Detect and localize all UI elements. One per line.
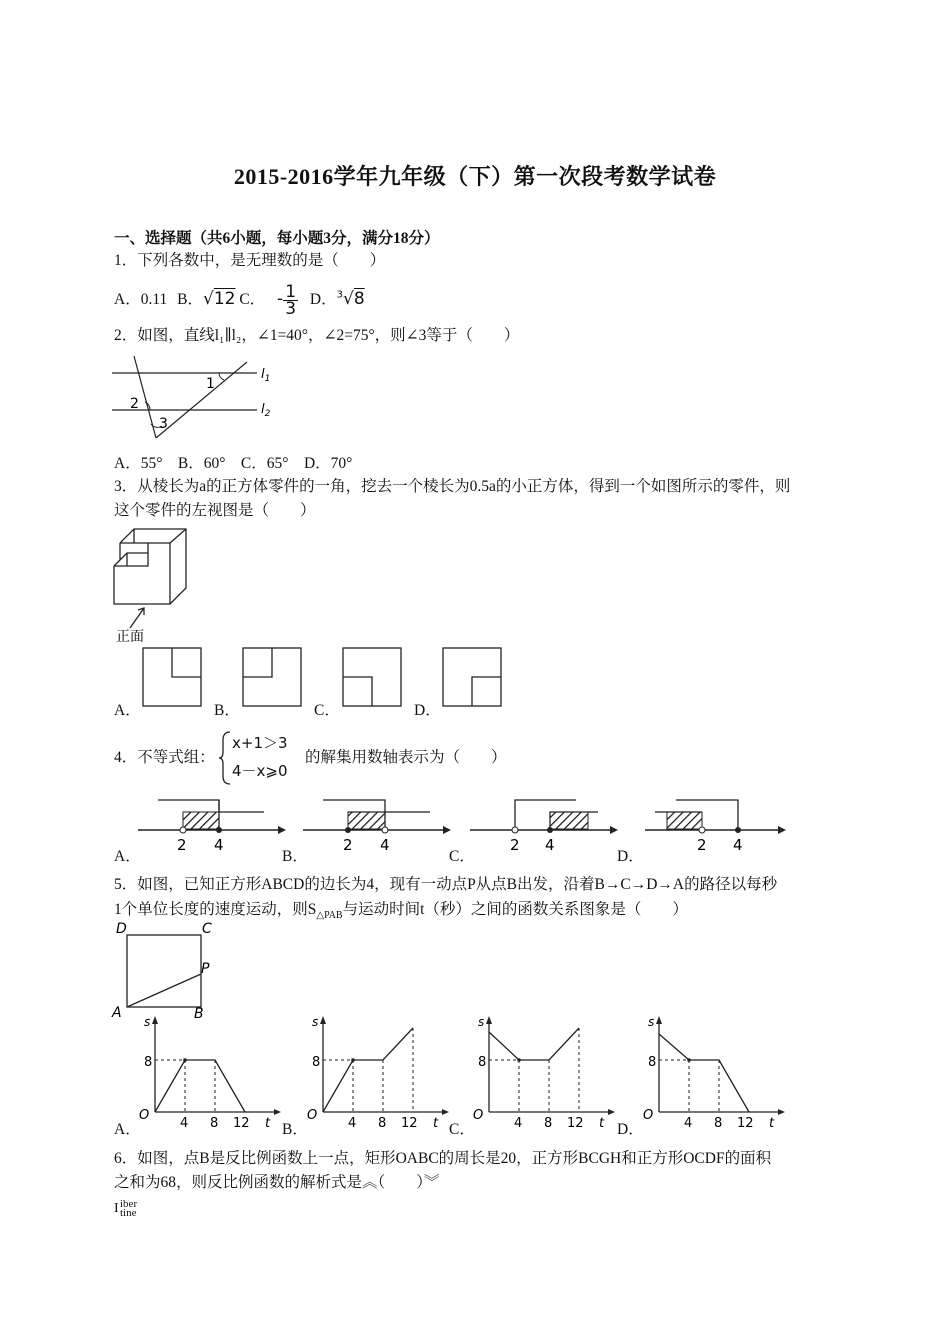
q5-graph-b	[302, 1014, 452, 1132]
q3-option-a: A．	[114, 702, 141, 719]
q1-option-c-sign: -	[277, 289, 284, 310]
svg-text:8: 8	[312, 1055, 321, 1070]
svg-text:8: 8	[210, 1116, 219, 1131]
q2-line-l2-label: $l_2$	[261, 402, 271, 419]
question-6-stem-line-1: 6．如图，点B是反比例函数上一点，矩形OABC的周长是20，正方形BCGH和正方形OCDF的面积	[114, 1150, 772, 1167]
q3-cube-figure	[112, 528, 192, 646]
q4-number-line-d	[645, 800, 786, 834]
q3-option-d-view	[442, 647, 504, 709]
page-title: 2015-2016学年九年级（下）第一次段考数学试卷	[233, 164, 717, 189]
q4-number-line-a	[138, 800, 286, 834]
question-5-stem-line-2: 1个单位长度的速度运动，则$S_{\triangle PAB}$与运动时间t（秒）之间的函数关系图象是（ ）	[114, 901, 688, 922]
q1-option-c-label: C．	[239, 291, 266, 309]
svg-text:8: 8	[648, 1055, 657, 1070]
svg-text:4: 4	[684, 1116, 693, 1131]
svg-text:4: 4	[348, 1116, 357, 1131]
q3-front-label: 正面	[116, 629, 144, 645]
svg-text:12: 12	[233, 1116, 250, 1131]
svg-text:8: 8	[544, 1116, 553, 1131]
svg-text:t: t	[433, 1116, 439, 1131]
svg-text:s: s	[478, 1015, 485, 1029]
q4-option-a: A．	[114, 848, 141, 865]
svg-text:s: s	[312, 1015, 319, 1029]
watermark: I iber tine	[114, 1198, 138, 1219]
q3-option-c-view	[342, 647, 404, 709]
q4-b-tick-4: 4	[380, 836, 390, 854]
question-1-stem: 1．下列各数中，是无理数的是（ ）	[114, 252, 386, 269]
q4-brace	[218, 730, 232, 786]
q5-point-c: C	[202, 921, 212, 937]
q5-point-a: A	[112, 1005, 122, 1021]
q4-d-tick-4: 4	[733, 836, 743, 854]
svg-text:O: O	[307, 1108, 318, 1123]
q5-point-b: B	[194, 1006, 204, 1022]
q1-option-b-sqrt: √12	[202, 289, 236, 310]
q5-graph-c	[468, 1014, 618, 1132]
q3-option-a-view	[142, 647, 204, 709]
svg-text:4: 4	[180, 1116, 189, 1131]
q5-graph-d	[638, 1014, 788, 1132]
q4-suffix: 的解集用数轴表示为（ ）	[305, 749, 507, 766]
question-2-stem: 2．如图，直线l₁∥l₂，∠1=40°，∠2=75°，则∠3等于（ ）	[114, 327, 520, 344]
svg-text:t: t	[265, 1116, 271, 1131]
q3-option-b: B．	[214, 702, 240, 719]
q5-option-a: A．	[114, 1121, 141, 1138]
svg-text:O: O	[139, 1108, 150, 1123]
q3-option-b-view	[242, 647, 304, 709]
q4-option-d: D．	[617, 848, 644, 865]
question-6-stem-line-2: 之和为68，则反比例函数的解析式是︽（ ）︾	[114, 1174, 440, 1191]
q4-a-tick-2: 2	[177, 836, 187, 854]
question-5-stem-line-1: 5．如图，已知正方形ABCD的边长为4，现有一动点P从点B出发，沿着B→C→D→A的路径以每秒	[114, 876, 778, 893]
q5-point-d: D	[116, 921, 127, 937]
q4-d-tick-2: 2	[697, 836, 707, 854]
q1-option-d-label: D．	[309, 291, 337, 309]
q1-option-c-fraction: $\frac{1}{3}$	[285, 282, 297, 319]
q4-option-b: B．	[282, 848, 308, 865]
q4-inequality-2: 4－x⩾0	[232, 762, 288, 780]
svg-text:8: 8	[714, 1116, 723, 1131]
q2-parallel-lines-figure	[112, 352, 282, 444]
q4-b-tick-2: 2	[343, 836, 353, 854]
q4-prefix: 4．不等式组：	[114, 749, 215, 766]
q3-option-c: C．	[314, 702, 340, 719]
q4-inequality-1: x+1＞3	[232, 734, 288, 752]
question-3-stem-line-1: 3．从棱长为a的正方体零件的一角，挖去一个棱长为0.5a的小正方体，得到一个如图所示的零件，则	[114, 478, 791, 495]
svg-text:8: 8	[478, 1055, 487, 1070]
q5-option-c: C．	[449, 1121, 475, 1138]
svg-text:O: O	[643, 1108, 654, 1123]
q2-angle-1-label: 1	[206, 376, 215, 392]
q1-option-d-cuberoot: $^3$√8	[336, 289, 365, 310]
svg-text:s: s	[144, 1015, 151, 1029]
q5-graph-a	[134, 1014, 284, 1132]
q4-number-lines	[0, 790, 950, 862]
svg-text:12: 12	[737, 1116, 754, 1131]
q4-option-c: C．	[449, 848, 475, 865]
svg-text:12: 12	[401, 1116, 418, 1131]
svg-text:8: 8	[144, 1055, 153, 1070]
question-1-options	[114, 284, 365, 317]
q4-number-line-c	[470, 800, 618, 834]
q1-option-b-label: B．	[177, 291, 203, 309]
svg-text:4: 4	[514, 1116, 523, 1131]
svg-text:t: t	[769, 1116, 775, 1131]
q4-c-tick-4: 4	[545, 836, 555, 854]
q5-option-b: B．	[282, 1121, 308, 1138]
q2-line-l1-label: $l_1$	[261, 367, 271, 384]
svg-text:8: 8	[378, 1116, 387, 1131]
q3-option-d: D．	[414, 702, 441, 719]
q5-square-figure	[108, 918, 218, 1022]
section-heading: 一、选择题（共6小题，每小题3分，满分18分）	[114, 230, 440, 247]
q5-point-p: P	[201, 961, 210, 977]
question-2-options: A．55° B．60° C．65° D．70°	[114, 455, 353, 472]
q2-angle-3-label: 3	[159, 416, 168, 432]
q5-option-d: D．	[617, 1121, 644, 1138]
q2-angle-2-label: 2	[130, 396, 139, 412]
svg-text:O: O	[473, 1108, 484, 1123]
q1-option-a: A．0.11	[114, 291, 168, 309]
svg-text:12: 12	[567, 1116, 584, 1131]
q4-a-tick-4: 4	[214, 836, 224, 854]
q4-number-line-b	[303, 800, 451, 834]
q4-c-tick-2: 2	[510, 836, 520, 854]
question-3-stem-line-2: 这个零件的左视图是（ ）	[114, 502, 316, 519]
svg-text:s: s	[648, 1015, 655, 1029]
svg-text:t: t	[599, 1116, 605, 1131]
